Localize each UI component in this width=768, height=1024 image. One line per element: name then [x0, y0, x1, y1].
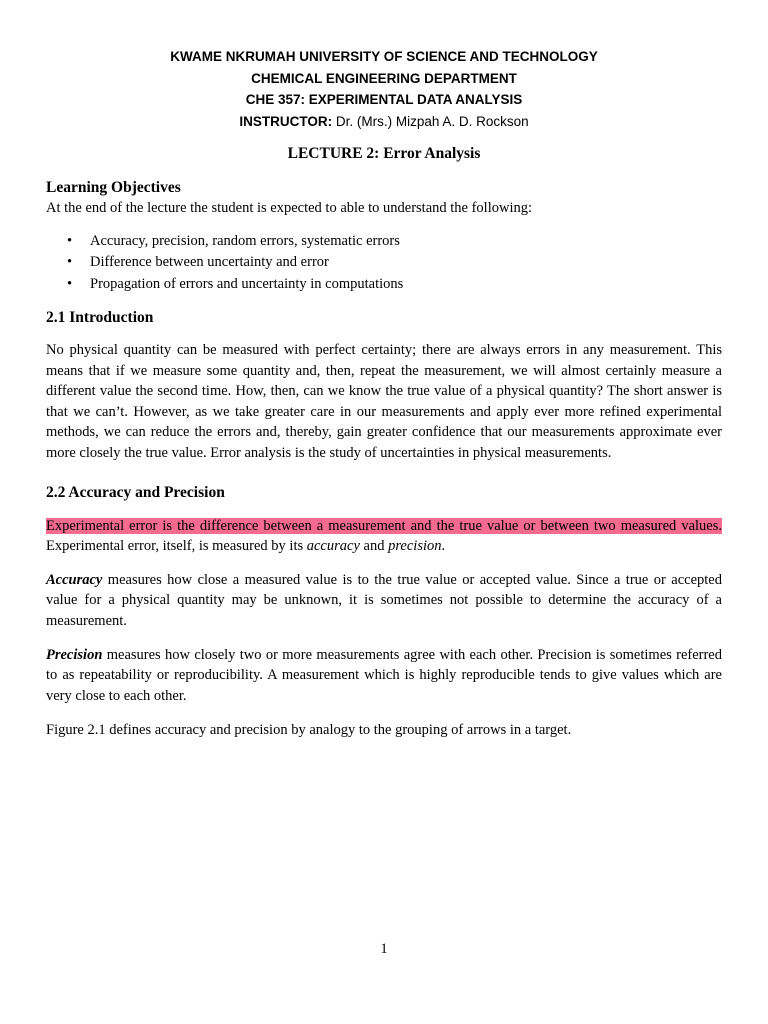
- objectives-intro: At the end of the lecture the student is expected to able to understand the following:: [46, 200, 533, 216]
- objective-item: • Difference between uncertainty and error: [46, 252, 722, 274]
- instructor-label: INSTRUCTOR:: [239, 113, 333, 129]
- document-header: [0, 46, 768, 132]
- course-title: CHE 357: EXPERIMENTAL DATA ANALYSIS: [245, 92, 523, 107]
- university-name: KWAME NKRUMAH UNIVERSITY OF SCIENCE AND TECHNOLOGY: [170, 49, 598, 64]
- page-number: 1: [380, 941, 388, 957]
- accuracy-paragraph: Accuracy measures how close a measured value is to the true value or accepted value. Since a true or accepted value for a physical quantity may be unknown, it is sometimes not possible to determine the accuracy of a measurement.: [46, 571, 722, 629]
- department-name: CHEMICAL ENGINEERING DEPARTMENT: [251, 70, 517, 86]
- objectives-heading: Learning Objectives: [46, 179, 181, 196]
- instructor-name: Dr. (Mrs.) Mizpah A. D. Rockson: [332, 113, 529, 129]
- precision-term: Precision: [46, 646, 103, 663]
- section-2-2-heading: 2.2 Accuracy and Precision: [46, 483, 225, 501]
- objectives-list: [46, 231, 722, 296]
- document-body: [46, 178, 722, 741]
- objective-item: • Propagation of errors and uncertainty in computations: [46, 274, 722, 296]
- objective-item: • Accuracy, precision, random errors, systematic errors: [46, 231, 722, 253]
- accuracy-term: Accuracy: [46, 571, 103, 588]
- lecture-title: LECTURE 2: Error Analysis: [287, 145, 481, 162]
- figure-reference: Figure 2.1 defines accuracy and precision by analogy to the grouping of arrows in a target.: [46, 722, 572, 739]
- accuracy-emphasis: accuracy: [306, 538, 360, 555]
- precision-emphasis: precision: [388, 538, 442, 555]
- error-definition-paragraph: Experimental error is the difference between a measurement and the true value or between two measured values. Experimental error, itself, is measured by its accuracy and precision.: [46, 517, 722, 555]
- section-2-1-heading: 2.1 Introduction: [46, 308, 154, 326]
- highlighted-definition: Experimental error is the difference between a measurement and the true value or between two measured values.: [46, 517, 722, 534]
- instructor-line: [0, 111, 768, 133]
- introduction-paragraph: No physical quantity can be measured with perfect certainty; there are always errors in any measurement. This means that if we measure some quantity and, then, repeat the measurement, we will almost certainly measure a different value the second time. How, then, can we know the true value of a physical quantity? The short answer is that we can’t. However, as we take greater care in our measurements and apply ever more refined experimental methods, we can reduce the errors and, thereby, gain greater confidence that our measurements approximate ever more closely the true value. Error analysis is the study of uncertainties in physical measurements.: [46, 341, 722, 461]
- precision-paragraph: Precision measures how closely two or more measurements agree with each other. Precision is sometimes referred to as repeatability or reproducibility. A measurement which is highly reproducible tends to give values which are very close to each other.: [46, 646, 722, 704]
